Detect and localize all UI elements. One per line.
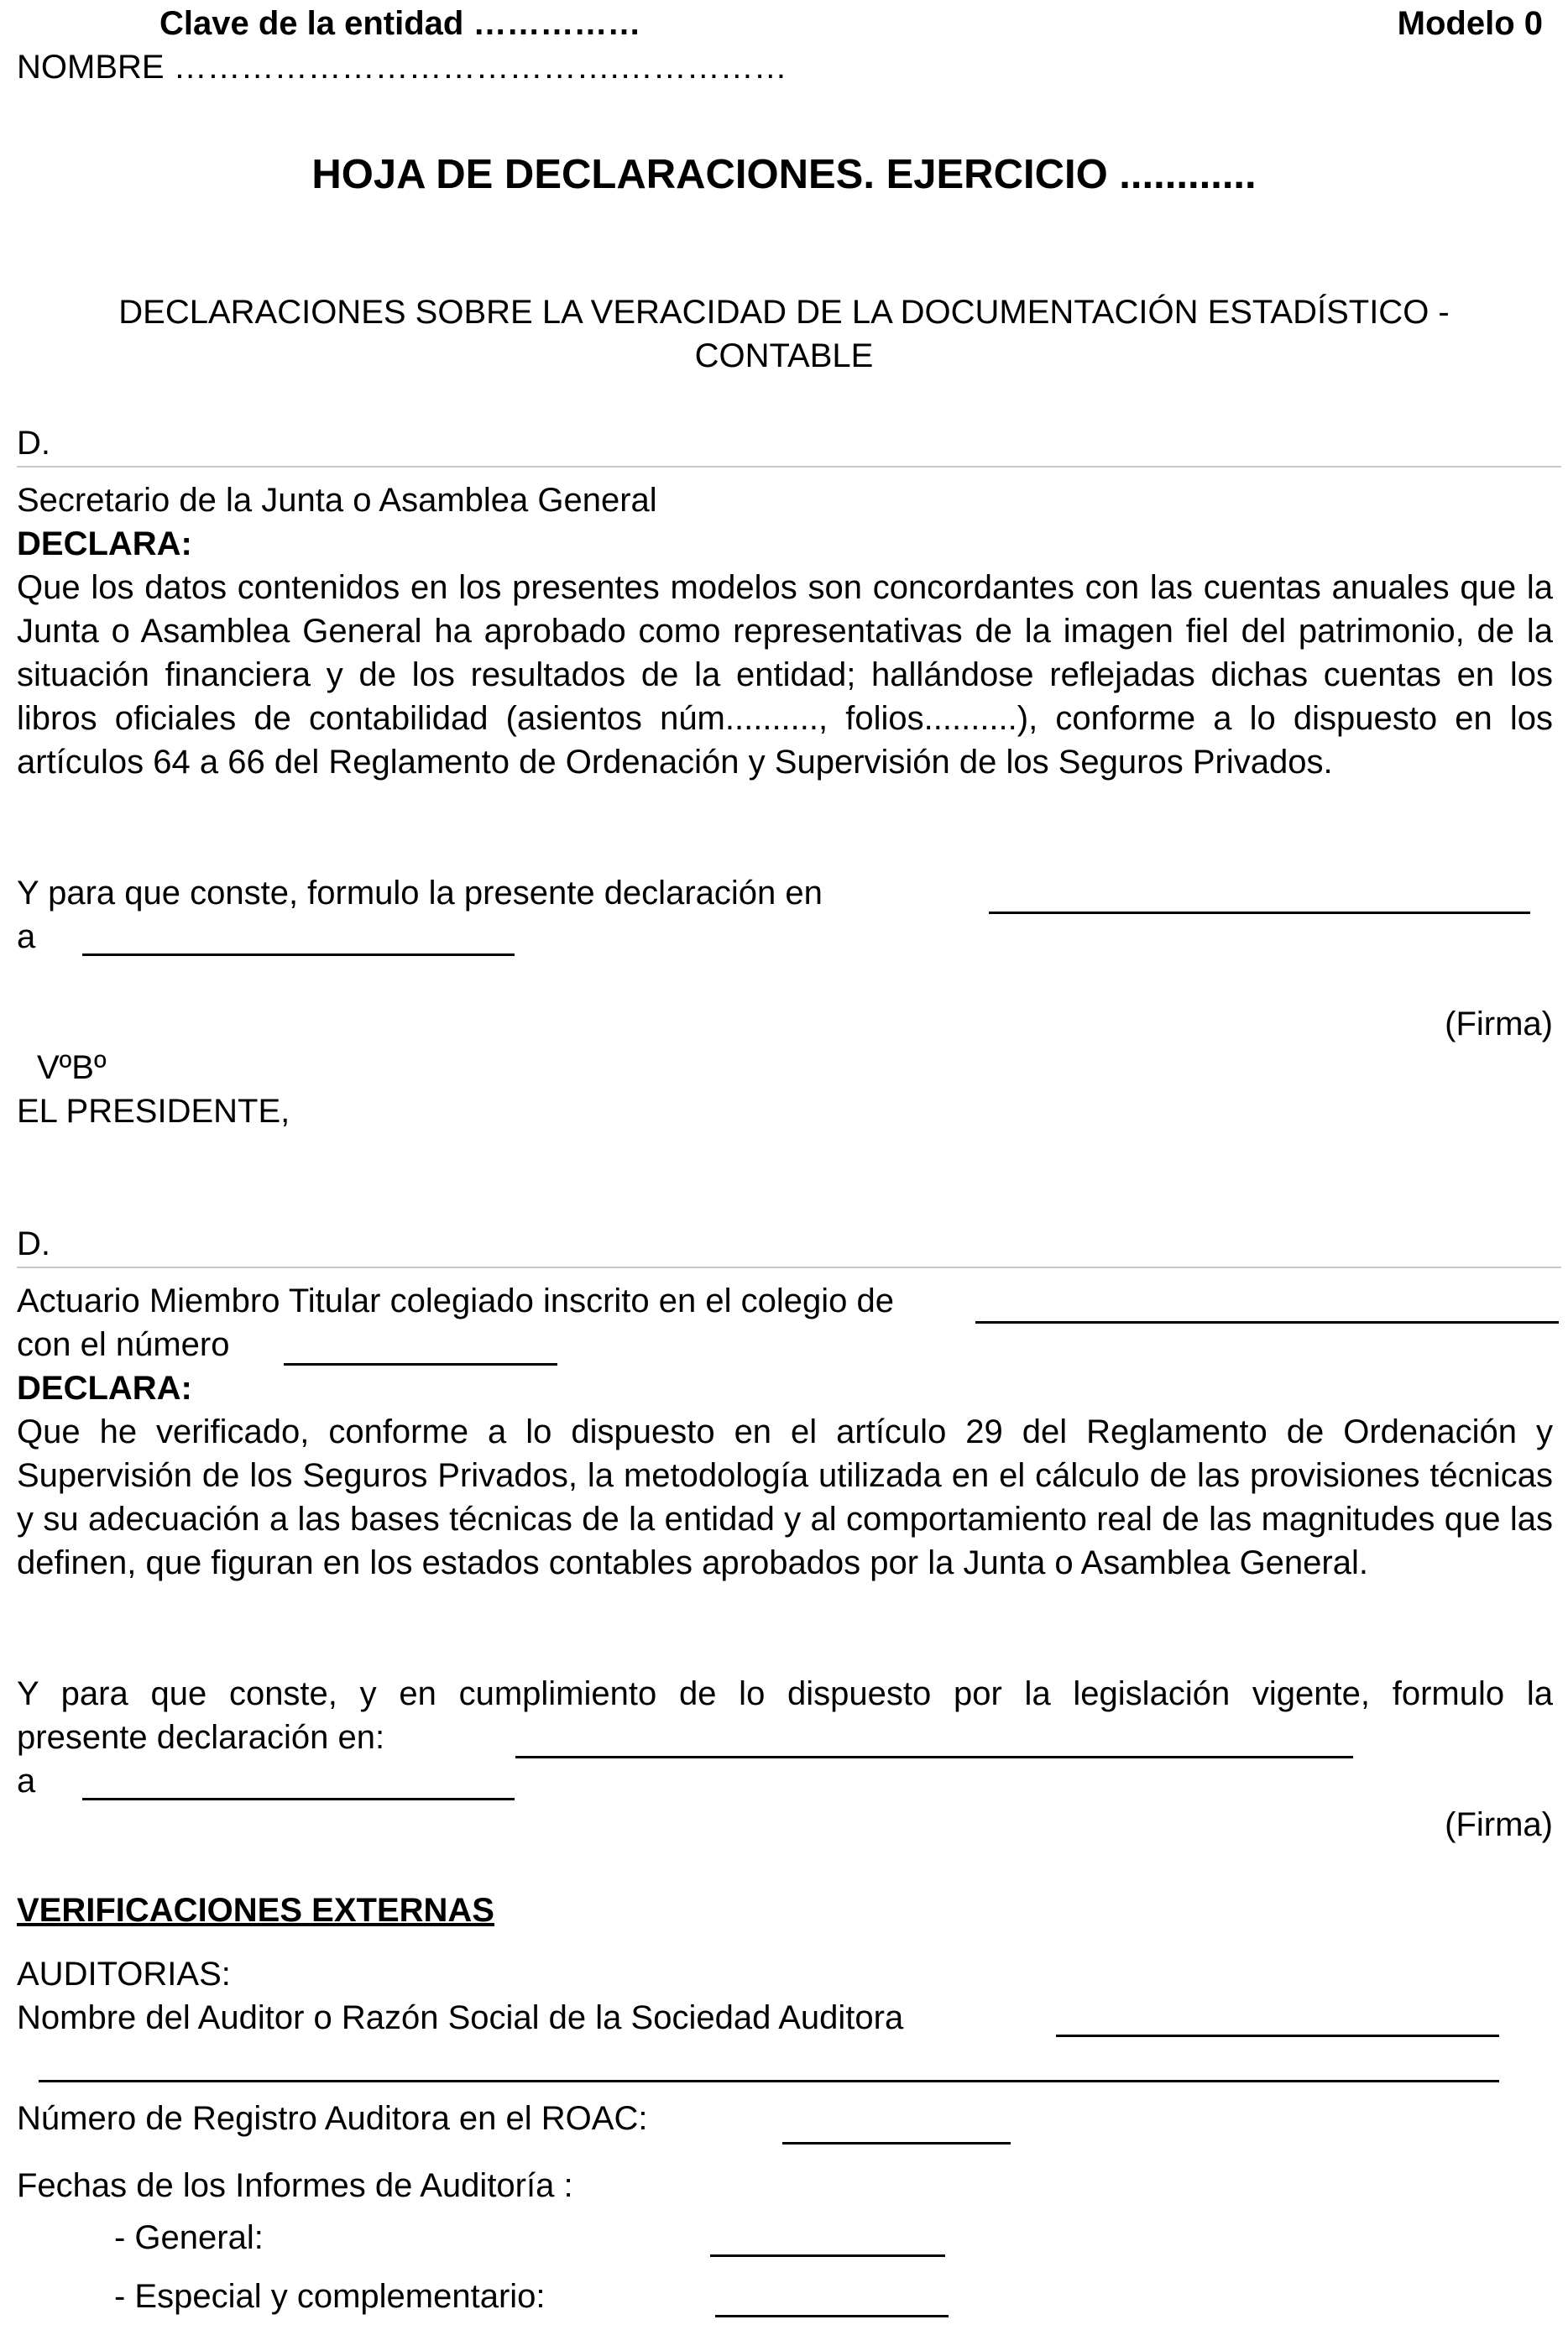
secretario-declaration-body: Que los datos contenidos en los presentes modelos son concordantes con las cuentas anuales que la Junta o Asamblea General ha aprobado como representativas de la imagen fiel del patrimonio, de la situación financiera y de los resultados de la entidad; hallándose reflejadas dichas cuentas en los libros oficiales de contabilidad (asientos núm.........., folios..........), conforme a lo dispuesto en los artículos 64 a 66 del Reglamento de Ordenación y Supervisión de los Seguros Privados.	[17, 569, 1553, 781]
actuario-place-line[interactable]	[515, 1756, 1353, 1758]
registro-roac-label: Número de Registro Auditora en el ROAC:	[17, 2100, 648, 2137]
fechas-informes-label: Fechas de los Informes de Auditoría :	[17, 2167, 573, 2204]
actuario-numero-line[interactable]	[284, 1363, 557, 1366]
fecha-especial-line[interactable]	[715, 2315, 949, 2317]
secretario-declara-heading: DECLARA:	[17, 525, 192, 562]
nombre-auditor-label: Nombre del Auditor o Razón Social de la Sociedad Auditora	[17, 1999, 904, 2036]
nombre-label: NOMBRE ………………………………….……………	[17, 49, 787, 86]
nombre-auditor-line[interactable]	[1056, 2035, 1499, 2037]
actuario-name-rule	[17, 1267, 1561, 1268]
actuario-declara-heading: DECLARA:	[17, 1370, 192, 1407]
clave-entidad-label: Clave de la entidad ……………	[159, 5, 641, 42]
actuario-colegio-line[interactable]	[975, 1321, 1559, 1324]
modelo-label: Modelo 0	[1397, 5, 1543, 42]
page-title: HOJA DE DECLARACIONES. EJERCICIO ............	[311, 152, 1257, 197]
subtitle-line-2: CONTABLE	[694, 337, 874, 374]
secretario-conste-text: Y para que conste, formulo la presente declaración en	[17, 875, 823, 912]
actuario-role: Actuario Miembro Titular colegiado inscrito en el colegio de	[17, 1283, 894, 1319]
actuario-presente-text: presente declaración en:	[17, 1719, 385, 1756]
secretario-a-label: a	[17, 918, 36, 955]
actuario-a-label: a	[17, 1763, 36, 1800]
secretario-date-line[interactable]	[82, 953, 515, 956]
actuario-firma-label: (Firma)	[1445, 1806, 1553, 1843]
registro-roac-line[interactable]	[782, 2142, 1011, 2145]
secretario-d-label: D.	[17, 425, 50, 462]
actuario-conste-text: Y para que conste, y en cumplimiento de lo dispuesto por la legislación vigente, formulo la	[17, 1675, 1553, 1712]
secretario-place-line[interactable]	[989, 912, 1530, 914]
actuario-declaration-body: Que he verificado, conforme a lo dispuesto en el artículo 29 del Reglamento de Ordenación y Supervisión de los Seguros Privados, la metodología utilizada en el cálculo de las provisiones técnicas y su adecuación a las bases técnicas de la entidad y al comportamiento real de las magnitudes que las definen, que figuran en los estados contables aprobados por la Junta o Asamblea General.	[17, 1413, 1553, 1581]
actuario-d-label: D.	[17, 1225, 50, 1262]
actuario-numero-label: con el número	[17, 1326, 230, 1363]
fecha-general-label: - General:	[114, 2219, 264, 2256]
secretario-role: Secretario de la Junta o Asamblea General	[17, 482, 657, 519]
verificaciones-heading: VERIFICACIONES EXTERNAS	[17, 1892, 494, 1929]
subtitle-line-1: DECLARACIONES SOBRE LA VERACIDAD DE LA DOCUMENTACIÓN ESTADÍSTICO -	[118, 294, 1450, 331]
nombre-auditor-line-2[interactable]	[39, 2080, 1499, 2082]
actuario-date-line[interactable]	[82, 1798, 515, 1800]
fecha-especial-label: - Especial y complementario:	[114, 2278, 546, 2315]
secretario-name-rule	[17, 466, 1561, 468]
secretario-firma-label: (Firma)	[1445, 1006, 1553, 1042]
fecha-general-line[interactable]	[710, 2254, 945, 2257]
auditorias-label: AUDITORIAS:	[17, 1956, 231, 1993]
vobo-label: VºBº	[37, 1049, 107, 1086]
presidente-label: EL PRESIDENTE,	[17, 1093, 290, 1130]
